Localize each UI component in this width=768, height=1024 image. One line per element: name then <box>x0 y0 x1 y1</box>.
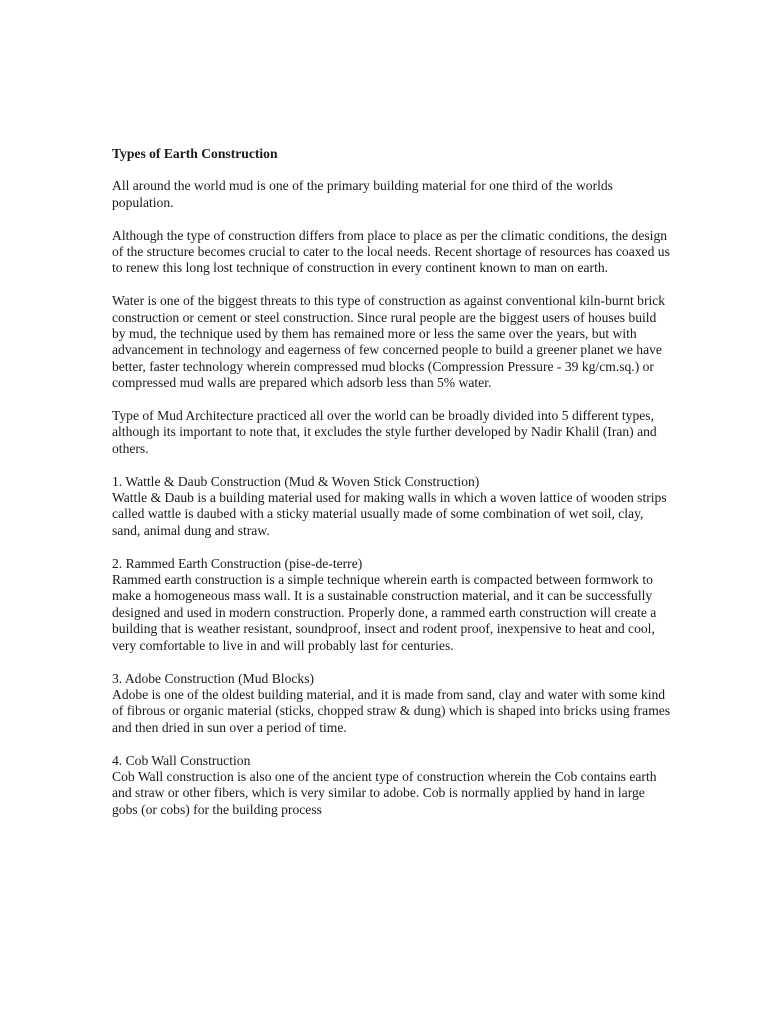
section-body: Adobe is one of the oldest building material, and it is made from sand, clay and water with some kind of fibrous or organic material (sticks, chopped straw & dung) which is shaped into bricks using frames and then dried in sun over a period of time. <box>112 686 671 735</box>
section-adobe <box>112 671 672 737</box>
intro-paragraph-1: All around the world mud is one of the primary building material for one third of the worlds population. <box>112 178 613 210</box>
section-cob-wall <box>112 753 672 819</box>
section-body: Wattle & Daub is a building material used for making walls in which a woven lattice of wooden strips called wattle is daubed with a sticky material usually made of some combination of wet soil, clay, sand, animal dung and straw. <box>112 490 667 538</box>
section-heading: 1. Wattle & Daub Construction (Mud & Woven Stick Construction) <box>112 473 480 489</box>
intro-paragraph-2: Although the type of construction differs from place to place as per the climatic conditions, the design of the structure becomes crucial to cater to the local needs. Recent shortage of resources has coaxed us to renew this long lost technique of construction in every continent known to man on earth. <box>112 227 670 276</box>
intro-paragraph-3: Water is one of the biggest threats to this type of construction as against conventional kiln-burnt brick construction or cement or steel construction. Since rural people are the biggest users of houses build by mud, the technique used by them has remained more or less the same over the years, but with advancement in technology and eagerness of few concerned people to build a greener planet we have better, faster technology wherein compressed mud blocks (Compression Pressure - 39 kg/cm.sq.) or compressed mud walls are prepared which adsorb less than 5% water. <box>112 293 666 391</box>
document-title: Types of Earth Construction <box>112 146 278 161</box>
section-heading: 3. Adobe Construction (Mud Blocks) <box>112 670 315 686</box>
section-heading: 4. Cob Wall Construction <box>112 752 251 768</box>
intro-paragraph-4: Type of Mud Architecture practiced all over the world can be broadly divided into 5 different types, although its important to note that, it excludes the style further developed by Nadir Khalil (Iran) and others. <box>112 408 657 456</box>
section-rammed-earth <box>112 556 672 654</box>
section-heading: 2. Rammed Earth Construction (pise-de-terre) <box>112 555 363 571</box>
section-wattle-daub <box>112 474 672 540</box>
section-body: Rammed earth construction is a simple technique wherein earth is compacted between formwork to make a homogeneous mass wall. It is a sustainable construction material, and it can be successfully designed and used in modern construction. Properly done, a rammed earth construction will create a building that is weather resistant, soundproof, insect and rodent proof, inexpensive to heat and cool, very comfortable to live in and will probably last for centuries. <box>112 572 657 653</box>
section-body: Cob Wall construction is also one of the ancient type of construction wherein the Cob contains earth and straw or other fibers, which is very similar to adobe. Cob is normally applied by hand in large gobs (or cobs) for the building process <box>112 768 657 817</box>
document-page <box>112 146 672 835</box>
